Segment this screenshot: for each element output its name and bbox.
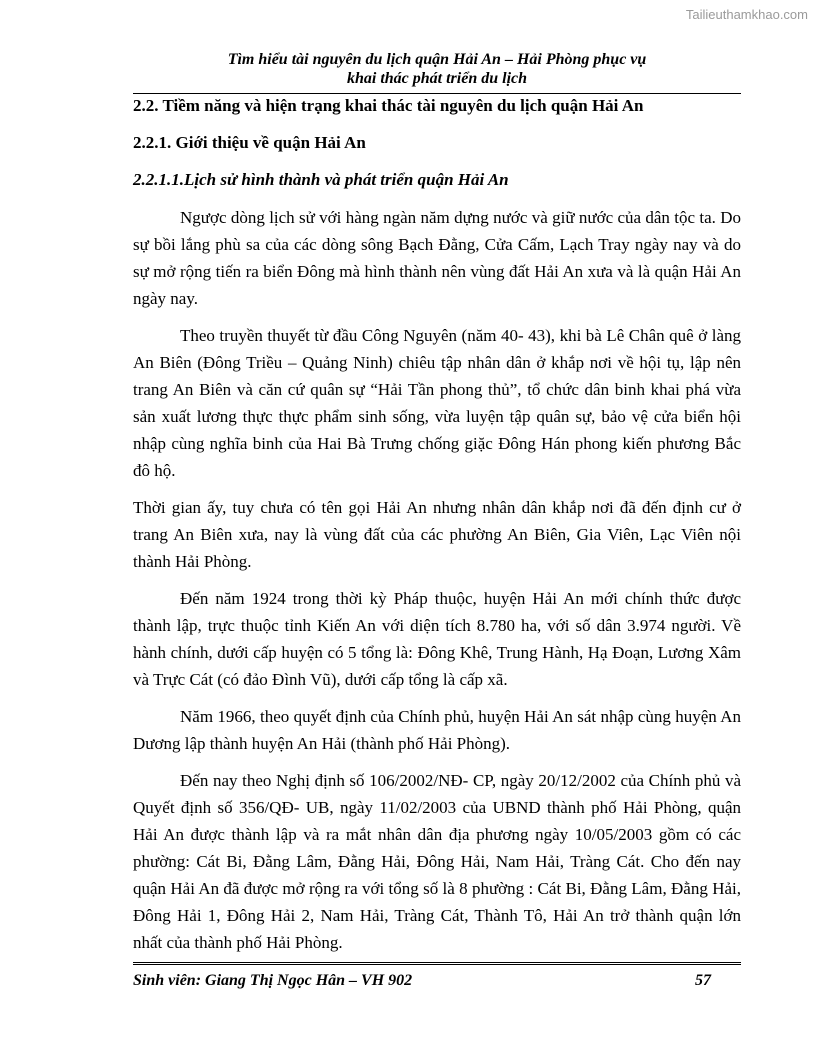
watermark-text: Tailieuthamkhao.com — [685, 7, 808, 22]
body-text — [133, 204, 741, 966]
paragraph-4: Đến năm 1924 trong thời kỳ Pháp thuộc, huyện Hải An mới chính thức được thành lập, trực thuộc tỉnh Kiến An với diện tích 8.780 ha, với số dân 3.974 người. Về hành chính, dưới cấp huyện có 5 tổng là: Đông Khê, Trung Hành, Hạ Đoạn, Lương Xâm và Trực Cát (có đảo Đình Vũ), dưới cấp tổng là cấp xã. — [133, 589, 741, 689]
paragraph-6: Đến nay theo Nghị định số 106/2002/NĐ- CP, ngày 20/12/2002 của Chính phủ và Quyết định số 356/QĐ- UB, ngày 11/02/2003 của UBND thành phố Hải Phòng, quận Hải An được thành lập và ra mắt nhân dân địa phương ngày 10/05/2003 gồm có các phường: Cát Bi, Đằng Lâm, Đằng Hải, Đông Hải, Nam Hải, Tràng Cát. Cho đến nay quận Hải An đã được mở rộng ra với tổng số là 8 phường : Cát Bi, Đằng Lâm, Đằng Hải, Đông Hải 1, Đông Hải 2, Nam Hải, Tràng Cát, Thành Tô, Hải An trở thành quận lớn nhất của thành phố Hải Phòng. — [133, 771, 741, 952]
subsection-heading: 2.2.1. Giới thiệu về quận Hải An — [133, 133, 366, 152]
header-divider — [133, 93, 741, 94]
running-header — [133, 50, 741, 88]
running-header-line-2: khai thác phát triển du lịch — [346, 70, 528, 87]
paragraph-2: Theo truyền thuyết từ đầu Công Nguyên (năm 40- 43), khi bà Lê Chân quê ở làng An Biên (Đông Triều – Quảng Ninh) chiêu tập nhân dân ở khắp nơi về hội tụ, lập nên trang An Biên và căn cứ quân sự “Hải Tần phong thủ”, tổ chức dân binh khai phá vừa sản xuất lương thực thực phẩm sinh sống, vừa luyện tập quân sự, bảo vệ cửa biển hội nhập cùng nghĩa binh của Hai Bà Trưng chống giặc Đông Hán phong kiến phương Bắc đô hộ. — [133, 326, 741, 480]
footer-student: Sinh viên: Giang Thị Ngọc Hân – VH 902 — [133, 972, 413, 989]
section-heading: 2.2. Tiềm năng và hiện trạng khai thác tài nguyên du lịch quận Hải An — [133, 96, 644, 115]
paragraph-5: Năm 1966, theo quyết định của Chính phủ, huyện Hải An sát nhập cùng huyện An Dương lập thành huyện An Hải (thành phố Hải Phòng). — [133, 707, 741, 753]
subsubsection-heading: 2.2.1.1.Lịch sử hình thành và phát triển quận Hải An — [133, 170, 509, 189]
running-header-line-1: Tìm hiểu tài nguyên du lịch quận Hải An – Hải Phòng phục vụ — [227, 51, 647, 68]
paragraph-1: Ngược dòng lịch sử với hàng ngàn năm dựng nước và giữ nước của dân tộc ta. Do sự bồi lắng phù sa của các dòng sông Bạch Đằng, Cửa Cấm, Lạch Tray ngày nay và do sự mở rộng tiến ra biển Đông mà hình thành nên vùng đất Hải An xưa và là quận Hải An ngày nay. — [133, 208, 741, 308]
footer-divider — [133, 962, 741, 965]
paragraph-3: Thời gian ấy, tuy chưa có tên gọi Hải An nhưng nhân dân khắp nơi đã đến định cư ở trang An Biên xưa, nay là vùng đất của các phường An Biên, Gia Viên, Lạc Viên nội thành Hải Phòng. — [133, 498, 741, 571]
page-number: 57 — [695, 972, 711, 989]
